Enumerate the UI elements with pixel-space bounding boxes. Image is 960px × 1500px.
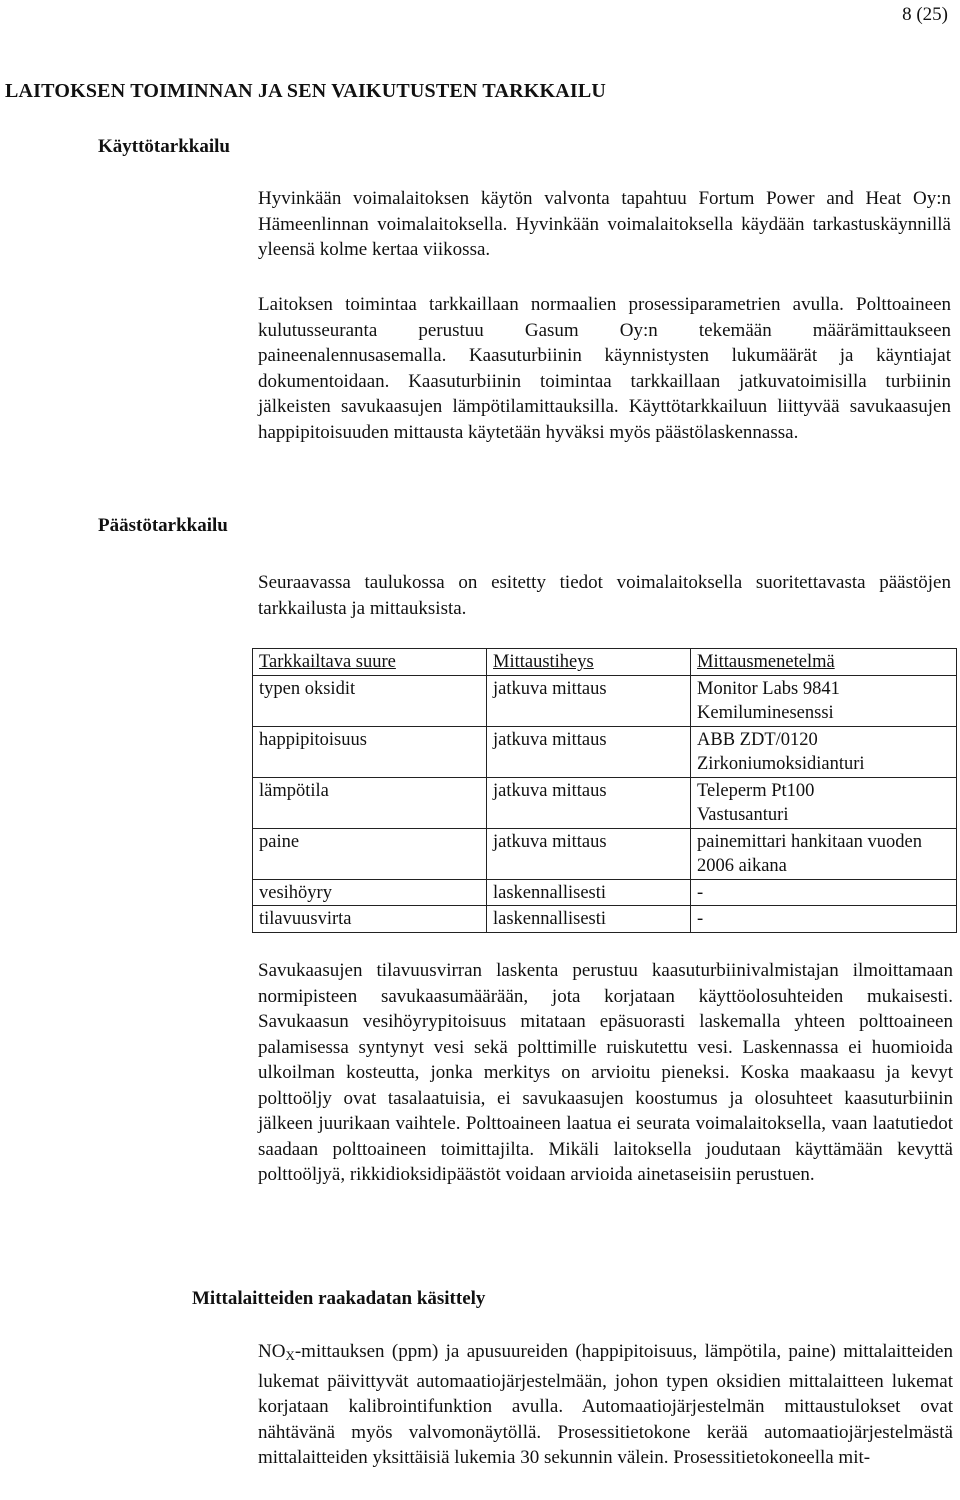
table-header-row bbox=[253, 649, 957, 676]
cell-tiheys: laskennallisesti bbox=[487, 906, 691, 933]
heading-raakadata: Mittalaitteiden raakadatan käsittely bbox=[192, 1288, 486, 1309]
table-row bbox=[253, 675, 957, 726]
cell-suure: happipitoisuus bbox=[253, 726, 487, 777]
cell-suure: vesihöyry bbox=[253, 879, 487, 906]
header-mittausmenetelma: Mittausmenetelmä bbox=[691, 649, 957, 676]
cell-suure: tilavuusvirta bbox=[253, 906, 487, 933]
nox-paragraph-text: -mittauksen (ppm) ja apusuureiden (happipitoisuus, lämpötila, paine) mittalaitteiden lukemat päivittyvät automaatiojärjestelmään, johon typen oksidien mittalaitteen lukemat korjataan kalibrointifunktion avulla. Automaatiojärjestelmän mittaustulokset ovat nähtävänä myös valvomonäytöllä. Prosessitietokone kerää automaatiojärjestelmästä mittalaitteiden yksittäisiä lukemia 30 sekunnin välein. Prosessitietokoneella mit- bbox=[258, 1341, 953, 1468]
nox-subscript: X bbox=[285, 1348, 295, 1363]
cell-menetelma bbox=[691, 675, 957, 726]
method-device: Monitor Labs 9841 bbox=[697, 678, 840, 699]
paragraph-valvonta: Hyvinkään voimalaitoksen käytön valvonta tapahtuu Fortum Power and Heat Oy:n Hämeenlinnan voimalaitoksella. Hyvinkään voimalaitoksella käydään tarkastuskäynnillä yleensä kolme kertaa viikossa. bbox=[258, 188, 951, 260]
cell-tiheys: jatkuva mittaus bbox=[487, 777, 691, 828]
cell-menetelma: painemittari hankitaan vuoden 2006 aikana bbox=[691, 828, 957, 879]
table-row bbox=[253, 906, 957, 933]
cell-tiheys: jatkuva mittaus bbox=[487, 675, 691, 726]
cell-suure: lämpötila bbox=[253, 777, 487, 828]
header-tarkkailtava-suure: Tarkkailtava suure bbox=[253, 649, 487, 676]
table-row bbox=[253, 777, 957, 828]
heading-kayttotarkkailu: Käyttötarkkailu bbox=[98, 136, 230, 157]
emissions-monitoring-table bbox=[252, 648, 957, 933]
paragraph-prosessiparametrit: Laitoksen toimintaa tarkkaillaan normaalien prosessiparametrien avulla. Polttoaineen kulutusseuranta perustuu Gasum Oy:n tekemään määrämittaukseen paineenalennusasemalla. Kaasuturbiinin käynnistysten lukumäärät ja käyntiajat dokumentoidaan. Kaasuturbiinin toimintaa tarkkaillaan jatkuvatoimisilla turbiinin jälkeisten savukaasujen lämpötilamittauksilla. Käyttötarkkailuun liittyvää savukaasujen happipitoisuuden mittausta käytetään hyväksi myös päästölaskennassa. bbox=[258, 294, 951, 443]
method-device: ABB ZDT/0120 bbox=[697, 729, 818, 750]
method-device: Teleperm Pt100 bbox=[697, 780, 815, 801]
main-title: LAITOKSEN TOIMINNAN JA SEN VAIKUTUSTEN TARKKAILU bbox=[5, 80, 607, 102]
cell-menetelma: - bbox=[691, 879, 957, 906]
method-principle: Zirkoniumoksidianturi bbox=[697, 754, 865, 774]
paragraph-tilavuusvirta: Savukaasujen tilavuusvirran laskenta perustuu kaasuturbiinivalmistajan ilmoittamaan normipisteen savukaasumäärään, jota korjataan käyttöolosuhteiden mukaisesti. Savukaasun vesihöyrypitoisuus mitataan epäsuorasti laskemalla yhteen polttoaineen palamisessa syntynyt vesi sekä polttimille ruiskutettu vesi. Laskennassa ei huomioida ulkoilman kosteutta, jonka merkitys on arvioitu pieneksi. Koska maakaasu ja kevyt polttoöljy ovat tasalaatuisia, ei savukaasujen koostumus ja olosuhteet kaasuturbiinin jälkeen juurikaan vaihtele. Polttoaineen laatua ei seurata voimalaitoksella, vaan laatutiedot saadaan polttoaineen toimittajilta. Mikäli laitoksella joudutaan käyttämään kevyttä polttoöljyä, rikkidioksidipäästöt voidaan arvioida ainetaseisiin perustuen. bbox=[258, 960, 953, 1185]
cell-suure: paine bbox=[253, 828, 487, 879]
paragraph-taulukko-intro: Seuraavassa taulukossa on esitetty tiedot voimalaitoksella suoritettavasta päästöjen tarkkailusta ja mittauksista. bbox=[258, 572, 951, 619]
table-row bbox=[253, 879, 957, 906]
cell-tiheys: jatkuva mittaus bbox=[487, 828, 691, 879]
table-row bbox=[253, 828, 957, 879]
method-principle: Kemiluminesenssi bbox=[697, 703, 834, 723]
table-row bbox=[253, 726, 957, 777]
method-principle: Vastusanturi bbox=[697, 805, 789, 825]
cell-suure: typen oksidit bbox=[253, 675, 487, 726]
cell-menetelma bbox=[691, 726, 957, 777]
cell-tiheys: jatkuva mittaus bbox=[487, 726, 691, 777]
cell-menetelma: - bbox=[691, 906, 957, 933]
cell-menetelma bbox=[691, 777, 957, 828]
paragraph-nox-mittaus bbox=[258, 1339, 953, 1471]
cell-tiheys: laskennallisesti bbox=[487, 879, 691, 906]
nox-prefix: NO bbox=[258, 1341, 286, 1362]
page-number: 8 (25) bbox=[902, 4, 948, 25]
heading-paastotarkkailu: Päästötarkkailu bbox=[98, 515, 228, 536]
header-mittaustiheys: Mittaustiheys bbox=[487, 649, 691, 676]
